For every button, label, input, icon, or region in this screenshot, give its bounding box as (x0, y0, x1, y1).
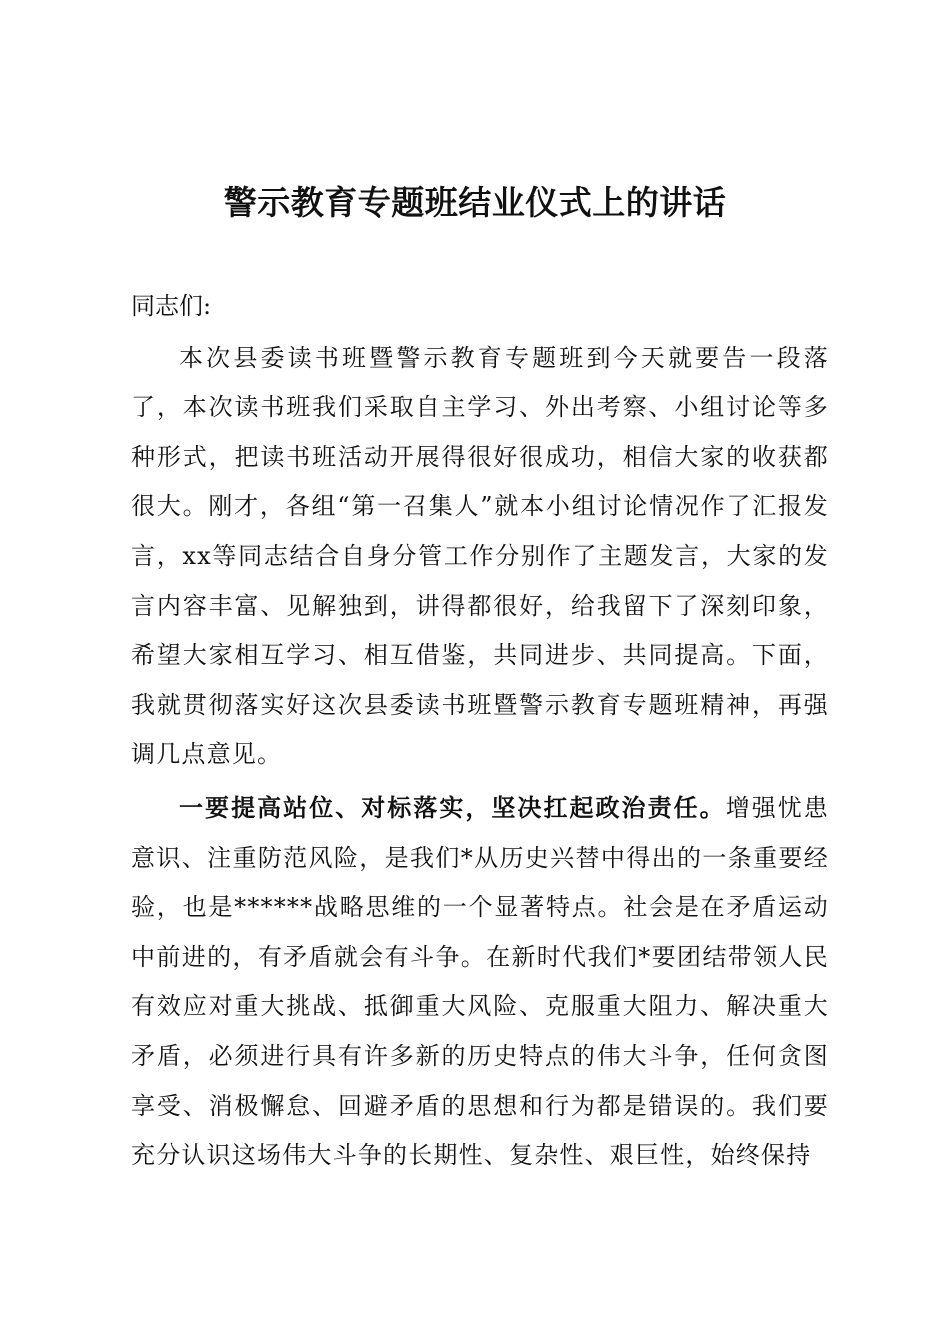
paragraph-2 (131, 784, 829, 1181)
document-title: 警示教育专题班结业仪式上的讲话 (223, 183, 727, 222)
salutation: 同志们: (131, 292, 212, 320)
paragraph-1-text: 本次县委读书班暨警示教育专题班到今天就要告一段落了，本次读书班我们采取自主学习、外出考察、小组讨论等多种形式，把读书班活动开展得很好很成功，相信大家的收获都很大。刚才，各组“第一召集人”就本小组讨论情况作了汇报发言，xx等同志结合自身分管工作分别作了主题发言，大家的发言内容丰富、见解独到，讲得都很好，给我留下了深刻印象，希望大家相互学习、相互借鉴，共同进步、共同提高。下面，我就贯彻落实好这次县委读书班暨警示教育专题班精神，再强调几点意见。 (131, 343, 829, 769)
paragraph-2-heading: 一要提高站位、对标落实，坚决扛起政治责任。 (179, 793, 726, 822)
paragraph-1 (131, 334, 829, 780)
document-body (131, 282, 829, 1181)
paragraph-2-text: 增强忧患意识、注重防范风险，是我们*从历史兴替中得出的一条重要经验，也是******战略思维的一个显著特点。社会是在矛盾运动中前进的，有矛盾就会有斗争。在新时代我们*要团结带领人民有效应对重大挑战、抵御重大风险、克服重大阻力、解决重大矛盾，必须进行具有许多新的历史特点的伟大斗争，任何贪图享受、消极懈怠、回避矛盾的思想和行为都是错误的。我们要充分认识这场伟大斗争的长期性、复杂性、艰巨性，始终保持 (131, 793, 829, 1170)
